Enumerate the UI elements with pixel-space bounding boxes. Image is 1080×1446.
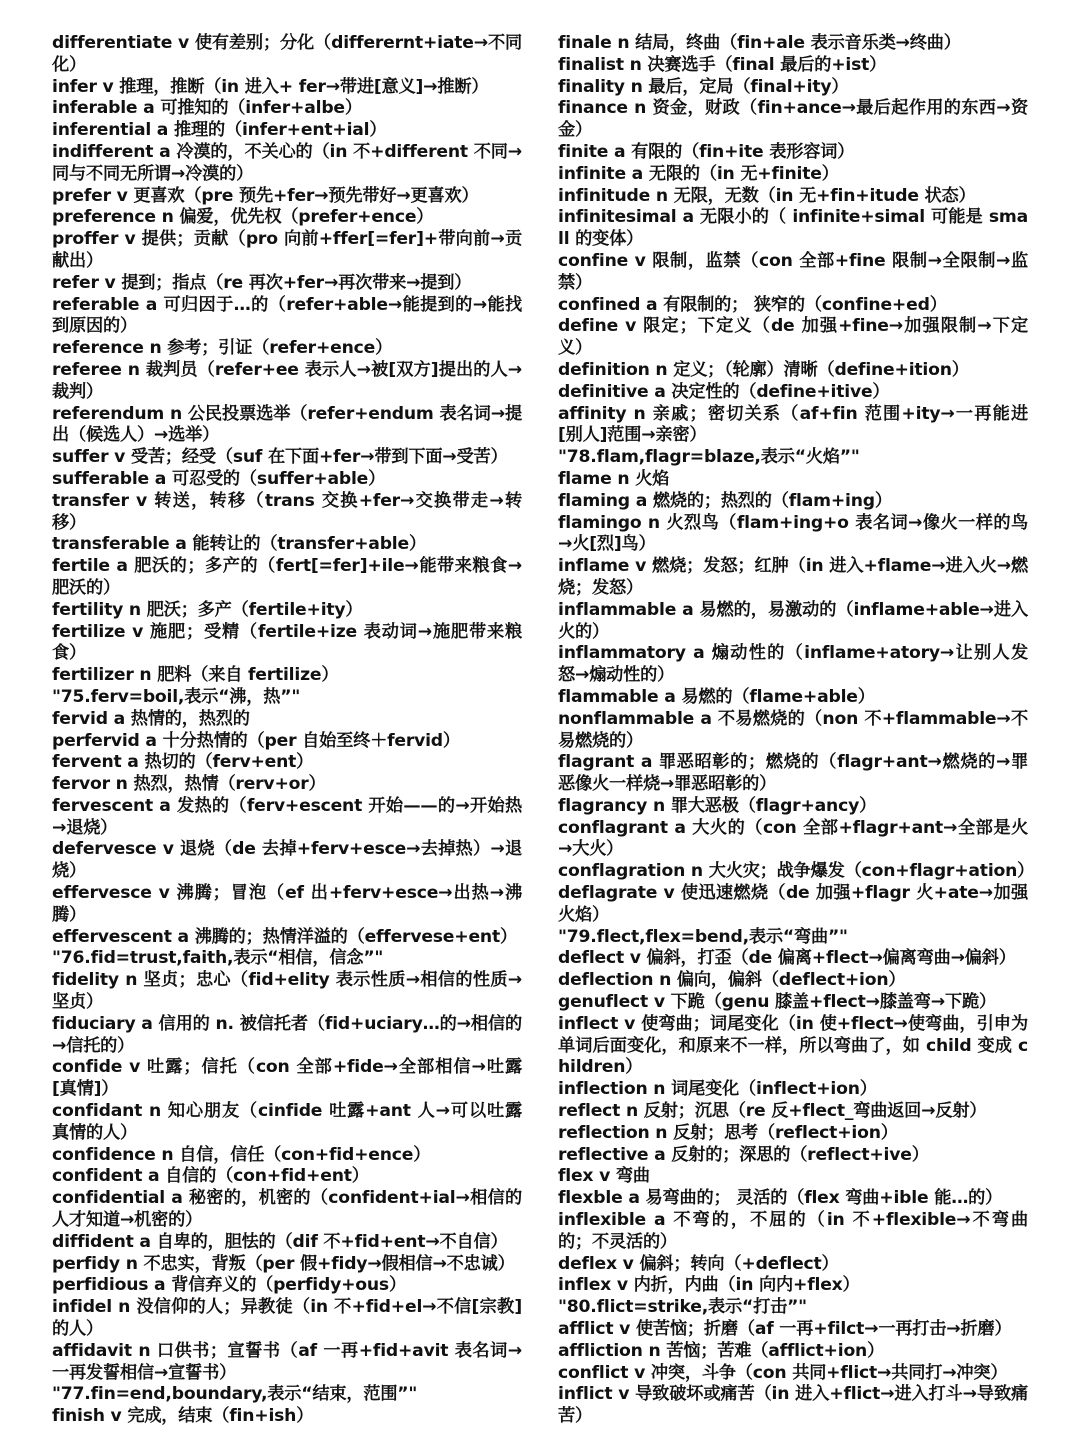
vocab-entry: differentiate v 使有差别；分化（differernt+iate→不同化） [52,33,522,75]
vocab-entry: conflagration n 大火灾；战争爆发（con+flagr+ation） [558,861,1035,882]
vocab-entry: fervid a 热情的，热烈的 [52,708,250,729]
vocab-entry: fertility n 肥沃；多产（fertile+ity） [52,599,363,620]
vocab-entry: transfer v 转送，转移（trans 交换+fer→交换带走→转移） [52,490,522,533]
vocab-entry: finalist n 决赛选手（final 最后的+ist） [558,54,887,75]
vocab-entry: refer v 提到；指点（re 再次+fer→再次带来→提到） [52,272,472,293]
vocab-entry: fertile a 肥沃的；多产的（fert[=fer]+ile→能带来粮食→肥沃的） [52,556,522,598]
vocab-entry: referendum n 公民投票选举（refer+endum 表名词→提出（候选人）→选举） [52,403,522,446]
vocab-entry: confined a 有限制的； 狭窄的（confine+ed） [558,294,947,315]
vocab-entry: inflexible a 不弯的，不屈的（in 不+flexible→不弯曲的；不灵活的） [558,1210,1028,1252]
vocab-entry: proffer v 提供；贡献（pro 向前+ffer[=fer]+带向前→贡献出） [52,229,522,271]
vocab-entry: flaming a 燃烧的；热烈的（flam+ing） [558,490,892,511]
vocab-entry: diffident a 自卑的，胆怯的（dif 不+fid+ent→不自信） [52,1231,508,1252]
vocab-entry: confide v 吐露；信托（con 全部+fide→全部相信→吐露[真情]） [52,1057,522,1100]
vocab-entry: inflection n 词尾变化（inflect+ion） [558,1079,877,1100]
vocab-entry: finality n 最后，定局（final+ity） [558,76,849,97]
vocab-entry: affliction n 苦恼；苦难（afflict+ion） [558,1340,885,1361]
vocab-entry: define v 限定；下定义（de 加强+fine→加强限制→下定义） [558,316,1028,359]
vocab-entry: flagrancy n 罪大恶极（flagr+ancy） [558,795,877,816]
vocab-entry: fervor n 热烈，热情（rerv+or） [52,774,326,795]
root-heading: "78.flam,flagr=blaze,表示“火焰”" [558,447,860,468]
vocab-entry: fertilizer n 肥料（来自 fertilize） [52,665,339,686]
vocab-entry: confidant n 知心朋友（cinfide 吐露+ant 人→可以吐露真情的人） [52,1101,522,1143]
vocab-entry: infinite a 无限的（in 无+finite） [558,163,839,184]
vocab-entry: confidence n 自信，信任（con+fid+ence） [52,1144,431,1165]
vocab-entry: inferable a 可推知的（infer+albe） [52,98,362,119]
vocab-entry: effervesce v 沸腾；冒泡（ef 出+ferv+esce→出热→沸腾） [52,883,522,925]
root-heading: "79.flect,flex=bend,表示“弯曲”" [558,926,848,947]
root-heading: "80.flict=strike,表示“打击”" [558,1297,807,1318]
vocab-entry: defervesce v 退烧（de 去掉+ferv+esce→去掉热）→退烧） [52,839,522,882]
vocab-entry: finance n 资金，财政（fin+ance→最后起作用的东西→资金） [558,98,1028,141]
vocab-entry: inflect v 使弯曲；词尾变化（in 使+flect→使弯曲，引申为单词后面变化，和原来不一样，所以弯曲了，如 child 变成 children） [558,1013,1028,1078]
vocab-entry: effervescent a 沸腾的；热情洋溢的（effervese+ent） [52,926,517,947]
vocab-entry: fertilize v 施肥；受精（fertile+ize 表动词→施肥带来粮食） [52,621,522,664]
vocab-entry: preference n 偏爱，优先权（prefer+ence） [52,207,434,228]
vocab-entry: deflagrate v 使迅速燃烧（de 加强+flagr 火+ate→加强火焰） [558,883,1028,925]
vocab-entry: fervescent a 发热的（ferv+escent 开始——的→开始热→退烧） [52,795,522,838]
vocab-entry: inflict v 导致破坏或痛苦（in 进入+flict→进入打斗→导致痛苦） [558,1384,1028,1427]
vocab-entry: suffer v 受苦；经受（suf 在下面+fer→带到下面→受苦） [52,447,508,468]
vocab-entry: finish v 完成，结束（fin+ish） [52,1406,314,1427]
vocab-entry: reflect n 反射；沉思（re 反+flect_弯曲返回→反射） [558,1101,987,1122]
vocab-entry: confine v 限制，监禁（con 全部+fine 限制→全限制→监禁） [558,250,1028,293]
vocab-entry: deflex v 偏斜；转向（+deflect） [558,1253,839,1274]
vocab-entry: infer v 推理，推断（in 进入+ fer→带进[意义]→推断） [52,76,489,97]
vocab-entry: referable a 可归因于…的（refer+able→能提到的→能找到原因的） [52,294,522,337]
vocab-entry: flammable a 易燃的（flame+able） [558,686,875,707]
vocab-entry: inflammatory a 煽动性的（inflame+atory→让别人发怒→煽动性的） [558,643,1028,686]
vocab-entry: flamingo n 火烈鸟（flam+ing+o 表名词→像火一样的鸟→火[烈]鸟） [558,512,1028,555]
vocab-entry: referee n 裁判员（refer+ee 表示人→被[双方]提出的人→裁判） [52,359,522,402]
vocab-entry: fervent a 热切的（ferv+ent） [52,752,314,773]
vocab-entry: reflection n 反射；思考（reflect+ion） [558,1122,898,1143]
vocab-entry: reflective a 反射的；深思的（reflect+ive） [558,1144,929,1165]
vocab-entry: transferable a 能转让的（transfer+able） [52,534,426,555]
vocab-entry: fiduciary a 信用的 n. 被信托者（fid+uciary…的→相信的→信托的） [52,1013,522,1056]
vocab-entry: finite a 有限的（fin+ite 表形容词） [558,141,855,162]
vocab-entry: finale n 结局，终曲（fin+ale 表示音乐类→终曲） [558,33,961,53]
vocab-entry: flexble a 易弯曲的； 灵活的（flex 弯曲+ible 能…的） [558,1188,1003,1209]
vocab-entry: perfidious a 背信弃义的（perfidy+ous） [52,1275,406,1296]
vocab-entry: definition n 定义；（轮廓）清晰（define+ition） [558,359,969,380]
vocab-entry: deflect v 偏斜，打歪（de 偏离+flect→偏离弯曲→偏斜） [558,948,1016,969]
vocab-entry: inferential a 推理的（infer+ent+ial） [52,120,387,141]
root-heading: "75.ferv=boil,表示“沸，热”" [52,686,301,707]
vocab-entry: inflammable a 易燃的，易激动的（inflame+able→进入火的） [558,599,1028,642]
vocab-entry: definitive a 决定性的（define+itive） [558,381,890,402]
vocab-entry: flex v 弯曲 [558,1166,650,1187]
vocab-entry: infinitesimal a 无限小的（ infinite+simal 可能是 small 的变体） [558,207,1028,250]
vocab-entry: flagrant a 罪恶昭彰的；燃烧的（flagr+ant→燃烧的→罪恶像火一样烧→罪恶昭彰的） [558,752,1028,795]
vocab-entry: conflict v 冲突，斗争（con 共同+flict→共同打→冲突） [558,1362,1008,1383]
vocab-entry: deflection n 偏向，偏斜（deflect+ion） [558,970,906,991]
root-heading: "76.fid=trust,faith,表示“相信，信念”" [52,948,384,969]
vocab-entry: afflict v 使苦恼；折磨（af 一再+filct→一再打击→折磨） [558,1319,1012,1340]
vocab-entry: fidelity n 坚贞；忠心（fid+elity 表示性质→相信的性质→坚贞） [52,970,522,1013]
vocab-entry: indifferent a 冷漠的，不关心的（in 不+different 不同→同与不同无所谓→冷漠的） [52,141,522,184]
vocab-entry: infidel n 没信仰的人；异教徒（in 不+fid+el→不信[宗教]的人） [52,1297,522,1340]
vocab-entry: affidavit n 口供书；宣誓书（af 一再+fid+avit 表名词→一再发誓相信→宣誓书） [52,1340,522,1383]
vocab-entry: infinitude n 无限，无数（in 无+fin+itude 状态） [558,185,976,206]
vocab-entry: confidential a 秘密的，机密的（confident+ial→相信的人才知道→机密的） [52,1188,522,1231]
vocab-entry: confident a 自信的（con+fid+ent） [52,1166,369,1187]
root-heading: "77.fin=end,boundary,表示“结束，范围”" [52,1384,418,1405]
vocab-entry: nonflammable a 不易燃烧的（non 不+flammable→不易燃烧的） [558,708,1028,751]
vocab-entry: inflex v 内折，内曲（in 向内+flex） [558,1275,860,1296]
vocab-entry: inflame v 燃烧；发怒；红肿（in 进入+flame→进入火→燃烧；发怒） [558,556,1028,598]
left-column [52,33,522,1446]
vocab-entry: perfervid a 十分热情的（per 自始至终＋fervid） [52,730,460,751]
vocab-entry: genuflect v 下跪（genu 膝盖+flect→膝盖弯→下跪） [558,992,996,1013]
vocab-entry: sufferable a 可忍受的（suffer+able） [52,468,386,489]
vocab-entry: flame n 火焰 [558,468,670,489]
vocab-entry: reference n 参考；引证（refer+ence） [52,338,393,359]
vocab-entry: affinity n 亲戚；密切关系（af+fin 范围+ity→一再能进[别人]范围→亲密） [558,403,1028,446]
right-column [558,33,1035,1446]
vocab-entry: perfidy n 不忠实，背叛（per 假+fidy→假相信→不忠诚） [52,1253,515,1274]
vocab-entry: conflagrant a 大火的（con 全部+flagr+ant→全部是火→大火） [558,817,1028,860]
vocab-entry: prefer v 更喜欢（pre 预先+fer→预先带好→更喜欢） [52,185,479,206]
